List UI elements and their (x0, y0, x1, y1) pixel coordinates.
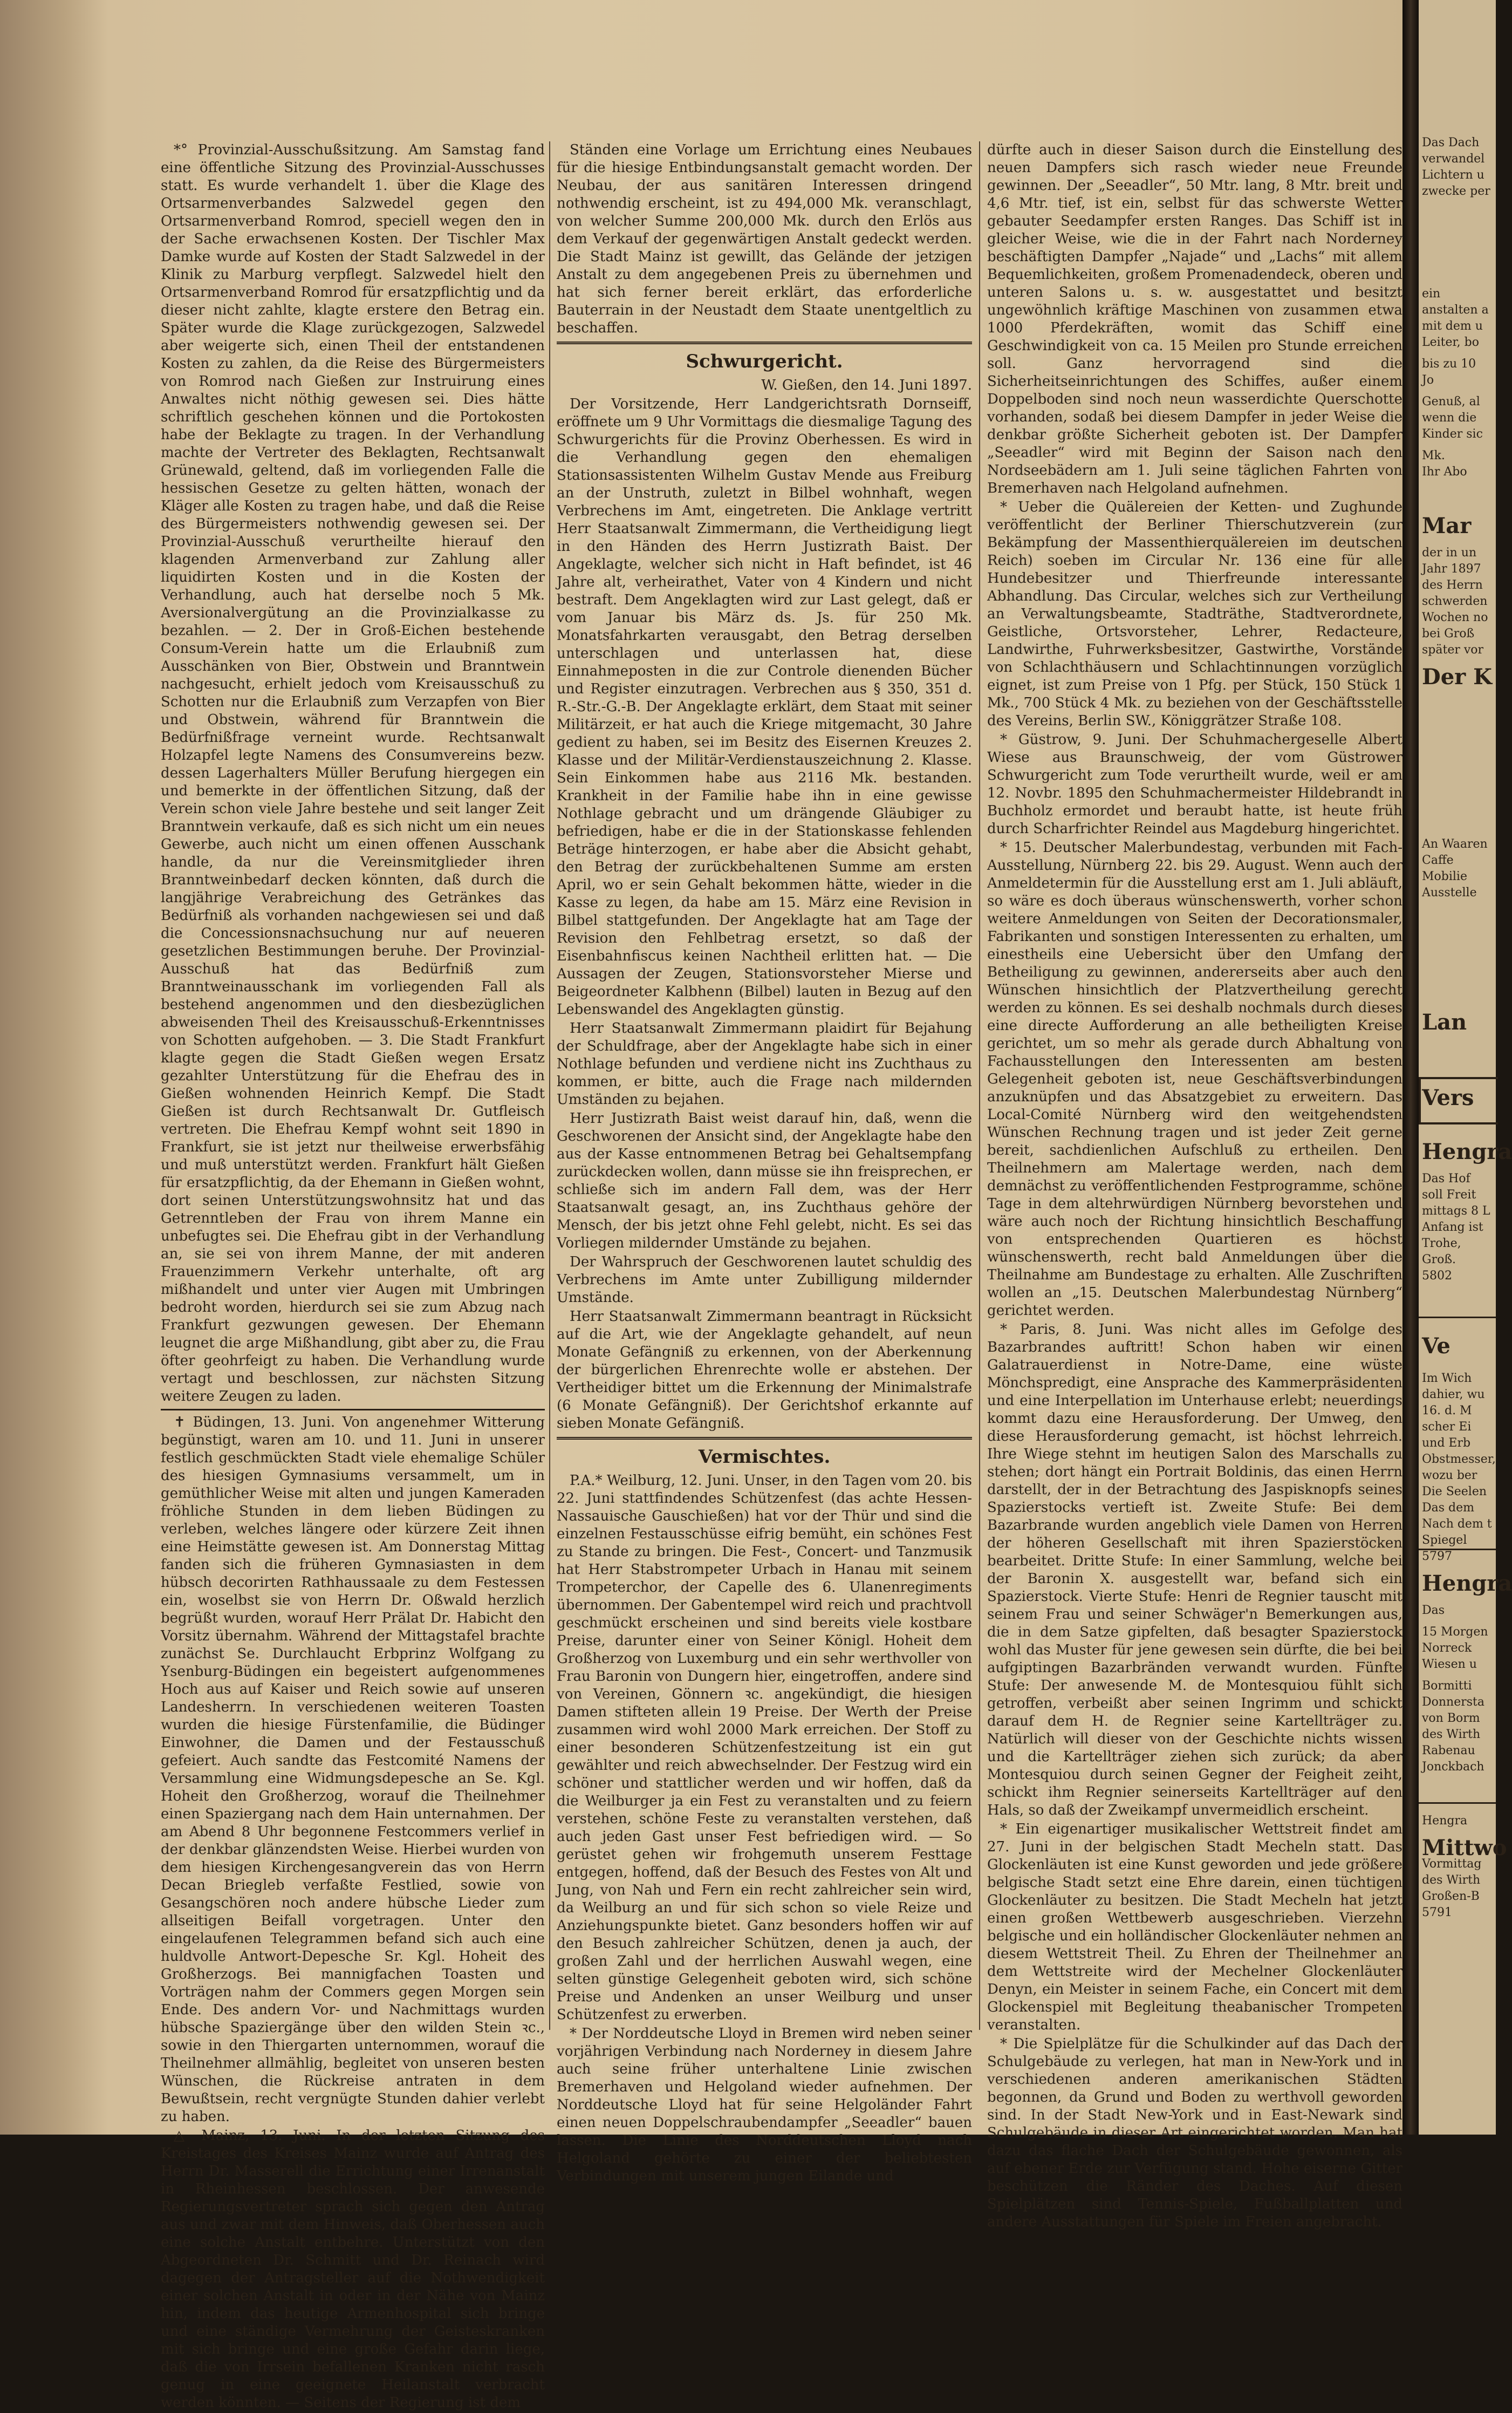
adjacent-page-text-fragment: Wochen no (1422, 611, 1488, 624)
article-mecheln: * Ein eigenartiger musikalischer Wettstreit findet am 27. Juni in der belgischen Stadt Mecheln statt. Das Glockenläuten ist eine Kunst geworden und jede größere belgische Stadt setzt eine Ehre darein, einen tüchtigen Glockenläuter zu besitzen. Die Stadt Mecheln hat jetzt einen großen Wettbewerb ausgeschrieben. Vierzehn belgische und ein holländischer Glockenläuter nehmen an diesem Wettstreit Theil. Zu Ehren der Theilnehmer an dem Wettstreite wird der Mechelner Glockenläuter Denyn, ein Meister in seinem Fache, ein Concert mit dem Glockenspiel mit Begleitung theabanischer Trompeten veranstalten. (987, 1821, 1402, 2033)
adjacent-page-text-fragment: der in un (1422, 546, 1477, 560)
page-spine-shadow (0, 0, 108, 2135)
misc-paragraph: P.A.* Weilburg, 12. Juni. Unser, in den Tagen vom 20. bis 22. Juni stattfindendes Schützenfest (das achte Hessen-Nassauische Gauschießen) hat vor der Thür und sind die einzelnen Festausschüsse eifrig bemüht, ein schönes Fest zu Stande zu bringen. Die Fest-, Concert- und Tanzmusik hat Herr Stabstrompeter Urbach in Hanau mit seinem Trompeterchor, der Capelle des 6. Ulanenregiments übernommen. Der Gabentempel wird reich und prachtvoll geschmückt erscheinen und sind bereits viele kostbare Preise, darunter einer von Seiner Königl. Hoheit dem Großherzog von Luxemburg und ein sehr werthvoller von Frau Baronin von Dungern hier, eingetroffen, andere sind von Vereinen, Gönnern ꝛc. angekündigt, die hiesigen Damen stifteten allein 19 Preise. Der Werth der Preise zusammen wird wohl 2000 Mark erreichen. Der Stoff zu einer besonderen Schützenfestzeitung ist ein gut gewählter und reich abwechselnder. Der Festzug wird ein schöner und stattlicher werden und wir hoffen, daß da die Weilburger ja ein Fest zu veranstalten und zu feiern verstehen, schöne Feste zu veranstalten verstehen, daß auch jeden Gast unser Fest befriedigen wird. — So gerüstet gehen wir frohgemuth unserem Festtage entgegen, hoffend, daß der Besuch des Festes von Alt und Jung, von Nah und Fern ein recht zahlreicher sein wird, da Weilburg an und für sich schon so viele Reize und Anziehungspunkte bietet. Ganz besonders hoffen wir auf den Besuch zahlreicher Schützen, denen ja auch, der großen Zahl und der herrlichen Auswahl wegen, eine selten günstige Gelegenheit geboten wird, sich schöne Preise und Andenken an unser Weilburg und unser Schützenfest zu erwerben. (557, 1473, 972, 2023)
ad-divider (1419, 1802, 1496, 1804)
adjacent-page-text-fragment: Das Dach (1422, 136, 1480, 149)
article-provinzial-ausschuss: *° Provinzial-Ausschußsitzung. Am Samstag fand eine öffentliche Sitzung des Provinzial-Ausschusses statt. Es wurde verhandelt 1. über die Klage des Ortsarmenverbandes Salzwedel gegen den Ortsarmenverband Romrod, speciell wegen den in der Sache erwachsenen Kosten. Der Tischler Max Damke wurde auf Kosten der Stadt Salzwedel in der Klinik zu Marburg verpflegt. Salzwedel hielt den Ortsarmenverband Romrod für ersatzpflichtig und da dieser nicht zahlte, klagte erstere den Betrag ein. Später wurde die Klage zurückgezogen, Salzwedel aber weigerte sich, einen Theil der entstandenen Kosten zu zahlen, da die Reise des Bürgermeisters von Romrod nach Gießen zur Instruirung eines Anwaltes nicht nöthig gewesen sei. Dies hätte schriftlich geschehen können und die Portokosten habe der Beklagte zu tragen. In der Verhandlung machte der Vertreter des Beklagten, Rechtsanwalt Grünewald, geltend, daß im vorliegenden Falle die hessischen Gesetze zu gelten hätten, wonach der Kläger alle Kosten zu tragen habe, und daß die Reise des Bürgermeisters nothwendig gewesen sei. Der Provinzial-Ausschuß verurtheilte hierauf den klagenden Armenverband zur Zahlung aller liquidirten Kosten und in die Kosten der Verhandlung, auch hat derselbe noch 5 Mk. Aversionalvergütung an die Provinzialkasse zu bezahlen. — 2. Der in Groß-Eichen bestehende Consum-Verein hatte um die Erlaubniß zum Ausschänken von Bier, Obstwein und Branntwein nachgesucht, erhielt jedoch vom Kreisausschuß zu Schotten nur die Erlaubniß zum Verzapfen von Bier und Obstwein, während für Branntwein die Bedürfnißfrage verneint wurde. Rechtsanwalt Holzapfel legte Namens des Consumvereins bezw. dessen Lagerhalters Müller Berufung hiergegen ein und bemerkte in der öffentlichen Sitzung, daß der Verein schon viele Jahre bestehe und seit langer Zeit Branntwein verkaufe, daß es sich nicht um ein neues Gewerbe, auch nicht um einen offenen Ausschank handle, da nur die Vereinsmitglieder ihren Branntweinbedarf decken könnten, daß durch die langjährige Verabreichung des Getränkes das Bedürfniß als vorhanden nachgewiesen sei und daß die Concessionsnachsuchung nur auf neueren gesetzlichen Bestimmungen beruhe. Der Provinzial-Ausschuß hat das Bedürfniß zum Branntweinausschank im vorliegenden Fall als bestehend angenommen und den diesbezüglichen abweisenden Theil des Kreisausschuß-Erkenntnisses von Schotten aufgehoben. — 3. Die Stadt Frankfurt klagte gegen die Stadt Gießen wegen Ersatz gezahlter Unterstützung für die Ehefrau des in Gießen wohnenden Heinrich Kempf. Die Stadt Gießen ist durch Rechtsanwalt Dr. Gutfleisch vertreten. Die Ehefrau Kempf wohnt seit 1890 in Frankfurt, sie ist jetzt nur theilweise erwerbsfähig und muß unterstützt werden. Frankfurt hält Gießen für ersatzpflichtig, da der Ehemann in Gießen wohnt, dort seinen Unterstützungswohnsitz hat und das Getrenntleben der Frau von ihrem Manne ein unbefugtes sei. Die Ehefrau gibt in der Verhandlung an, sie sei von ihrem Manne, der mit anderen Frauenzimmern Verkehr unterhalte, oft arg mißhandelt und unter vier Augen mit Umbringen bedroht worden, hierdurch sei sie zum Abzug nach Frankfurt gezwungen gewesen. Der Ehemann leugnet die arge Mißhandlung, gibt aber zu, die Frau öfter geohrfeigt zu haben. Die Verhandlung wurde vertagt und beschlossen, zur nächsten Sitzung weitere Zeugen zu laden. (161, 142, 545, 1405)
adjacent-page-text-fragment: 5797 (1422, 1550, 1452, 1563)
adjacent-page-text-fragment: anstalten a (1422, 303, 1489, 317)
adjacent-page-text-fragment: des Herrn (1422, 578, 1483, 592)
jury-paragraph: Der Vorsitzende, Herr Landgerichtsrath Dornseiff, eröffnete um 9 Uhr Vormittags die diesmalige Tagung des Schwurgerichts für die Provinz Oberhessen. Es wird in die Verhandlung gegen den ehemaligen Stationsassistenten Wilhelm Gustav Mende aus Freiburg an der Unstruth, zuletzt in Bilbel wohnhaft, wegen Verbrechens im Amt, eingetreten. Die Anklage vertritt Herr Staatsanwalt Zimmermann, die Vertheidigung liegt in den Händen des Herrn Justizrath Baist. Der Angeklagte, welcher sich nicht in Haft befindet, ist 46 Jahre alt, verheirathet, Vater von 4 Kindern und nicht bestraft. Dem Angeklagten wird zur Last gelegt, daß er vom Januar bis März ds. Js. für 250 Mk. Monatsfahrkarten verausgabt, den Betrag derselben unterschlagen und unterlassen hat, diese Einnahmeposten in die zur Controle dienenden Bücher und Register einzutragen. Verbrechen aus § 350, 351 d. R.-Str.-G.-B. Der Angeklagte erklärt, dem Staat mit seiner Militärzeit, er hat auch die Kriege mitgemacht, 30 Jahre gedient zu haben, sei im Besitz des Eisernen Kreuzes 2. Klasse und der Militär-Verdienstauszeichnung 2. Klasse. Sein Einkommen habe aus 2116 Mk. bestanden. Krankheit in der Familie habe ihn in eine gewisse Nothlage gebracht und um drängende Gläubiger zu befriedigen, habe er die in der Stationskasse fehlenden Beträge hinterzogen, er habe aber die Absicht gehabt, den Betrag der zurückbehaltenen Summe am ersten April, wo er sein Gehalt bekommen hätte, wieder in die Kasse zu legen, da habe am 15. März eine Revision in Bilbel stattgefunden. Der Angeklagte hat am Tage der Revision den Fehlbetrag ersetzt, so daß der Eisenbahnfiscus keinen Nachtheil erlitten hat. — Die Aussagen der Zeugen, Stationsvorsteher Mierse und Beigeordneter Kalbhenn (Bilbel) lauten in Bezug auf den Lebenswandel des Angeklagten günstig. (557, 396, 972, 1018)
adjacent-page-text-fragment: Wiesen u (1422, 1658, 1477, 1671)
ad-divider (1419, 1122, 1496, 1124)
adjacent-page-text-fragment: bei Groß (1422, 627, 1475, 640)
adjacent-page-text-fragment: Das Hof (1422, 1172, 1470, 1185)
article-kettenhunde: * Ueber die Quälereien der Ketten- und Zughunde veröffentlicht der Berliner Thierschutzverein (zur Bekämpfung der Massenthierquälereien im deutschen Reich) soeben im Circular Nr. 136 eine für alle Hundebesitzer und Thierfreunde interessante Abhandlung. Das Circular, welches sich zur Vertheilung an Verwaltungsbeamte, Stadträthe, Stadtverordnete, Geistliche, Ortsvorsteher, Lehrer, Redacteure, Landwirthe, Fuhrwerksbesitzer, Gastwirthe, Vorstände von Schlachthäusern und Schlachtinnungen vorzüglich eignet, ist zum Preise von 1 Pfg. per Stück, 150 Stück 1 Mk., 700 Stück 4 Mk. zu beziehen von der Geschäftsstelle des Vereins, Berlin SW., Königgrätzer Straße 108. (987, 499, 1402, 729)
book-gutter (1402, 0, 1419, 2135)
article-divider (161, 1409, 545, 1410)
adjacent-page-text-fragment: Vers (1422, 1085, 1474, 1110)
adjacent-page-text-fragment: dahier, wu (1422, 1388, 1485, 1401)
jury-paragraph: Herr Staatsanwalt Zimmermann beantragt in Rücksicht auf die Art, wie der Angeklagte gehandelt, auf neun Monate Gefängniß zu erkennen, von der Aberkennung der bürgerlichen Ehrenrechte wolle er abstehen. Der Vertheidiger bittet um die Erkennung der Minimalstrafe (6 Monate Gefängniß). Der Gerichtshof erkannte auf sieben Monate Gefängniß. (557, 1308, 972, 1432)
adjacent-page-text-fragment: von Borm (1422, 1712, 1480, 1725)
adjacent-page-text-fragment: Obstmesser, (1422, 1453, 1496, 1466)
adjacent-page-text-fragment: Hengra (1422, 1571, 1512, 1596)
adjacent-page-text-fragment: bis zu 10 (1422, 357, 1476, 371)
adjacent-page-text-fragment: zwecke per (1422, 185, 1490, 198)
adjacent-page-text-fragment: des Wirth (1422, 1728, 1481, 1741)
article-lloyd-continued: dürfte auch in dieser Saison durch die Einstellung des neuen Dampfers sich rasch wieder neue Freunde gewinnen. Der „Seeadler“, 50 Mtr. lang, 8 Mtr. breit und 4,6 Mtr. tief, ist ein, selbst für das schwerste Wetter gebauter Seedampfer ersten Ranges. Das Schiff ist in gleicher Weise, wie die in der Fahrt nach Norderney beschäftigten Dampfer „Najade“ und „Lachs“ mit allem Bequemlichkeiten, großem Promenadendeck, oberen und unteren Salons u. s. w. ausgestattet und besitzt ungewöhnlich kräftige Maschinen von zusammen etwa 1000 Pferdekräften, womit das Schiff eine Geschwindigkeit von ca. 15 Meilen pro Stunde erreichen soll. Ganz hervorragend sind die Sicherheitseinrichtungen des Schiffes, außer einem Doppelboden sind noch neun wasserdichte Querschotte vorhanden, sodaß bei diesem Dampfer in jeder Weise die denkbar größte Sicherheit geboten ist. Der Dampfer „Seeadler“ wird mit Beginn der Saison nach den Nordseebädern am 1. Juli seine täglichen Fahrten von Bremerhaven nach Helgoland aufnehmen. (987, 142, 1402, 496)
adjacent-page-text-fragment: Anfang ist (1422, 1221, 1483, 1234)
adjacent-page-text-fragment: Nach dem t (1422, 1517, 1492, 1531)
adjacent-page-text-fragment: wozu ber (1422, 1469, 1477, 1482)
adjacent-page-text-fragment: mittags 8 L (1422, 1204, 1490, 1218)
column-3 (987, 141, 1402, 2232)
jury-paragraph: Herr Staatsanwalt Zimmermann plaidirt für Bejahung der Schuldfrage, aber der Angeklagte habe sich in einer Nothlage befunden und verdiene nicht ins Zuchthaus zu kommen, er bitte, auch die Frage nach mildernden Umständen zu bejahen. (557, 1020, 972, 1108)
section-divider (557, 342, 972, 344)
adjacent-page-text-fragment: schwerden (1422, 595, 1488, 608)
adjacent-page-text-fragment: Das dem (1422, 1501, 1475, 1515)
dateline: W. Gießen, den 14. Juni 1897. (761, 377, 972, 393)
misc-paragraph: * Der Norddeutsche Lloyd in Bremen wird neben seiner vorjährigen Verbindung nach Norderney in diesem Jahre auch seine früher unterhaltene Linie zwischen Bremerhaven und Helgoland wieder aufnehmen. Der Norddeutsche Lloyd hat für seine Helgoländer Fahrt einen neuen Doppelschraubendampfer „Seeadler“ bauen lassen. Die Linie des Norddeutschen Lloyd nach Helgoland gehörte zu einer der beliebtesten Verbindungen mit unserem jungen Eilande und (557, 2026, 972, 2184)
adjacent-page-text-fragment: Ihr Abo (1422, 465, 1467, 479)
adjacent-page-text-fragment: Norreck (1422, 1641, 1472, 1655)
adjacent-page-text-fragment: Jonckbach (1422, 1760, 1484, 1774)
adjacent-page-text-fragment: Lichtern u (1422, 168, 1484, 182)
adjacent-page-text-fragment: Hengra (1422, 1139, 1512, 1164)
adjacent-page-text-fragment: und Erb (1422, 1436, 1471, 1450)
article-guestrow: * Güstrow, 9. Juni. Der Schuhmachergeselle Albert Wiese aus Braunschweig, der vom Güstrower Schwurgericht zum Tode verurtheilt wurde, weil er am 12. Novbr. 1895 den Schuhmachermeister Hildebrandt in Buchholz ermordet und beraubt hatte, ist heute früh durch Scharfrichter Reindel aus Magdeburg hingerichtet. (987, 732, 1402, 837)
article-mainz-continued: Ständen eine Vorlage um Errichtung eines Neubaues für die hiesige Entbindungsanstalt gemacht worden. Der Neubau, der aus sanitären Interessen dringend nothwendig erscheint, ist zu 494,000 Mk. veranschlagt, von welcher Summe 200,000 Mk. durch den Erlös aus dem Verkauf der gegenwärtigen Anstalt gedeckt werden. Die Stadt Mainz ist gewillt, das Gelände der jetzigen Anstalt zu dem angegebenen Preis zu übernehmen und hat sich ferner bereit erklärt, das erforderliche Bauterrain in der Neustadt dem Staate unentgeltlich zu beschaffen. (557, 142, 972, 336)
adjacent-page-text-fragment: Ve (1422, 1333, 1451, 1359)
article-paris: * Paris, 8. Juni. Was nicht alles im Gefolge des Bazarbrandes auftritt! Schon haben wir einen Galatrauerdienst in Notre-Dame, eine wüste Mönchspredigt, eine Ansprache des Kammerpräsidenten und eine Interpellation im Unterhause erlebt; neuerdings kommt dazu eine Herausforderung. Der Umweg, den diese Herausforderung gemacht, ist höchst lehrreich. Ihre Wiege stehnt im heutigen Salon des Marschalls zu stehen; dort hängt ein Portrait Boldinis, das einen Herrn darstellt, der in der Betrachtung des Jaspisknopfs seines Spazierstocks vertieft ist. Zweite Stufe: Bei dem Bazarbrande wurden angeblich viele Damen von Herren der höheren Gesellschaft mit ihren Spazierstöcken bearbeitet. Dritte Stufe: In einer Sammlung, welche bei der Baronin X. ausgestellt war, befand sich ein Spazierstock. Vierte Stufe: Henri de Regnier tauscht mit seinem Frau und seiner Schwäger'n Bemerkungen aus, die in dem Satze gipfelten, daß besagter Spazierstock wohl das Muster für jene gewesen sein dürfte, die bei bei aufgiptingen Bazarbränden verwandt wurden. Fünfte Stufe: Der anwesende M. de Montesquiou fühlt sich getroffen, verbeißt aber seinen Ingrimm und schickt darauf dem H. de Regnier seine Kartellträger zu. Natürlich will dieser von der Geschichte nichts wissen und die Kartellträger ziehen sich zurück; da aber Montesquiou durch seinen Gegner der Feigheit zeiht, schickt ihm Regnier seinerseits Kartellträger auf den Hals, so daß der Zweikampf unvermeidlich erscheint. (987, 1321, 1402, 1818)
adjacent-page-text-fragment: des Wirth (1422, 1873, 1481, 1887)
jury-paragraph: Der Wahrspruch der Geschworenen lautet schuldig des Verbrechens im Amte unter Zubilligung mildernder Umstände. (557, 1254, 972, 1306)
adjacent-page-text-fragment: Mobilie (1422, 870, 1467, 883)
adjacent-page-text-fragment: Kinder sic (1422, 427, 1483, 441)
adjacent-page-text-fragment: Ausstelle (1422, 886, 1477, 899)
adjacent-page-text-fragment: Vormittag (1422, 1857, 1482, 1871)
adjacent-page-text-fragment: Der K (1422, 664, 1492, 690)
adjacent-page-text-fragment: mit dem u (1422, 319, 1483, 333)
section-heading-vermischtes: Vermischtes. (698, 1446, 831, 1468)
adjacent-page-text-fragment: Hengra (1422, 1814, 1468, 1828)
adjacent-page-text-fragment: Trohe, (1422, 1237, 1461, 1250)
column-2 (557, 141, 972, 2186)
adjacent-page-text-fragment: Mittwo (1422, 1835, 1507, 1860)
adjacent-page-text-fragment: Rabenau (1422, 1744, 1475, 1757)
column-divider (979, 141, 980, 2030)
column-1 (161, 141, 545, 2413)
adjacent-page-text-fragment: Mar (1422, 513, 1472, 539)
jury-paragraph: Herr Justizrath Baist weist darauf hin, daß, wenn die Geschworenen der Ansicht sind, der Angeklagte habe den aus der Kasse entnommenen Betrag bei Gehaltsempfang zurückdecken wollen, dann müsse sie ihn freisprechen, er schließe sich im andern Fall dem, was der Herr Staatsanwalt gesagt, an, ins Zuchthaus gehöre der Mensch, der bis jetzt ohne Fehl gelebt, nicht. Es sei das Vorliegen mildernder Umstände zu bejahen. (557, 1110, 972, 1251)
adjacent-page-text-fragment: Jo (1422, 373, 1434, 387)
adjacent-page-text-fragment: soll Freit (1422, 1188, 1476, 1202)
section-heading-schwurgericht: Schwurgericht. (686, 351, 843, 372)
adjacent-page-text-fragment: Mk. (1422, 449, 1445, 462)
adjacent-page-text-fragment: verwandel (1422, 152, 1485, 166)
section-divider (557, 1437, 972, 1440)
article-malerbundestag: * 15. Deutscher Malerbundestag, verbunden mit Fach-Ausstellung, Nürnberg 22. bis 29. August. Wenn auch der Anmeldetermin für die Ausstellung erst am 1. Juli abläuft, so wäre es doch überaus wünschenswerth, vorher schon weitere Anmeldungen von Seiten der Decorationsmaler, Fabrikanten und sonstigen Interessenten zu erhalten, um einestheils eine Uebersicht über den Umfang der Betheiligung zu gewinnen, andererseits aber auch den Wünschen hinsichtlich der Platzvertheilung gerecht werden zu können. Es sei deshalb nochmals durch dieses eine directe Aufforderung an alle betheiligten Kreise gerichtet, um so mehr als gerade durch Abhaltung von Fachausstellungen den Interessenten am besten Gelegenheit geboten ist, neue Geschäftsverbindungen anzuknüpfen und das Absatzgebiet zu erweitern. Das Local-Comité Nürnberg wird den weitgehendsten Wünschen Rechnung tragen und ist jeder Zeit gerne bereit, sachdienlichen Aufschluß zu ertheilen. Den Theilnehmern am Malertage werden, nach dem demnächst zu veröffentlichenden Festprogramme, schöne Tage in dem altehrwürdigen Nürnberg bevorstehen und wäre auch noch der Richtung hinsichtlich Beschaffung von entsprechenden Quartieren es höchst wünschenswerth, recht bald Anmeldungen über die Theilnahme am Bundestage zu erhalten. Alle Zuschriften wollen an „15. Deutschen Malerbundestag Nürnberg“ gerichtet werden. (987, 840, 1402, 1319)
adjacent-page-text-fragment: 5802 (1422, 1269, 1452, 1283)
adjacent-page-text-fragment: Genuß, al (1422, 395, 1480, 408)
adjacent-page-text-fragment: Die Seelen (1422, 1485, 1487, 1498)
adjacent-page-text-fragment: Groß. (1422, 1253, 1456, 1266)
adjacent-page-edge (1419, 0, 1512, 2135)
adjacent-page-text-fragment: Das (1422, 1604, 1445, 1617)
adjacent-page-text-fragment: wenn die (1422, 411, 1477, 425)
adjacent-page-text-fragment: später vor (1422, 643, 1484, 657)
adjacent-page-text-fragment: Caffe (1422, 854, 1454, 867)
column-divider (549, 141, 550, 2030)
adjacent-page-text-fragment: 16. d. M (1422, 1404, 1472, 1417)
article-spielplaetze: * Die Spielplätze für die Schulkinder auf das Dach der Schulgebäude zu verlegen, hat man in New-York und in verschiedenen anderen amerikanischen Städten begonnen, da Grund und Boden zu werthvoll geworden sind. In der Stadt New-York und in East-Newark sind Schulgebäude in dieser Art eingerichtet worden. Man hat dazu das flache Dach der Schulgebäude gewonnen, als auf ebener Erde zur Verfügung stand. Hohe eiserne Gitter beschützen die Ränder des Daches. Auf diesen Spielplätzen sind Tennis-Spiele, Fußballplatten und andere Ausstattungen für Spiele im Freien angebracht. (987, 2036, 1402, 2230)
ad-divider (1419, 1317, 1496, 1318)
adjacent-page-text-fragment: Leiter, bo (1422, 336, 1479, 349)
article-mainz: △ Mainz, 13. Juni. In der letzten Sitzung des Kreistages des Kreises Mainz wurde auf Antrag des Herrn Dr. Masserell die Errichtung einer Irrenanstalt in Rheinhessen beschlossen. Der anwesende Regierungsvertreter sprach sich gegen den Antrag aus und zwar mit dem Hinweis, daß Oberhessen auch eine solche Anstalt entbehre. Unterstützt von den Abgeordneten Dr. Schmitt und Dr. Reinach wird dagegen der Antragsteller auf die Nothwendigkeit einer solchen Anstalt in oder in der Nähe von Mainz hin, indem das heutige Armenhospital sich bringe und eine ständige Vermehrung der Geisteskranken mit sich bringe und eine große Gefahr darin liege, daß die von Irrsein befallenen Kranken nicht rasch genug in eine geeignete Heilanstalt verbracht werden könnten. — Seitens der Regierung ist dem (161, 2128, 545, 2411)
adjacent-page-text-fragment: Jahr 1897 (1422, 562, 1481, 576)
adjacent-page-text-fragment: 15 Morgen (1422, 1625, 1488, 1639)
adjacent-page-text-fragment: scher Ei (1422, 1420, 1472, 1434)
adjacent-page-text-fragment: Donnersta (1422, 1695, 1485, 1709)
adjacent-page-text-fragment: Spiegel (1422, 1533, 1467, 1547)
adjacent-page-text-fragment: An Waaren (1422, 837, 1488, 851)
adjacent-page-text-fragment: Großen-B (1422, 1890, 1480, 1903)
adjacent-page-text-fragment: Lan (1422, 1010, 1467, 1035)
adjacent-page-text-fragment: 5791 (1422, 1906, 1452, 1919)
article-buedingen: ✝ Büdingen, 13. Juni. Von angenehmer Witterung begünstigt, waren am 10. und 11. Juni in unserer festlich geschmückten Stadt viele ehemalige Schüler des hiesigen Gymnasiums versammelt, um in gemüthlicher Weise mit alten und jungen Kameraden fröhliche Stunden in dem lieben Büdingen zu verleben, welches längere oder kürzere Zeit ihnen eine Heimstätte gewesen ist. Am Donnerstag Mittag fanden sich die früheren Gymnasiasten in dem hübsch decorirten Rathhaussaale zu dem Festessen ein, woselbst sie von Herrn Dr. Oßwald herzlich begrüßt wurden, worauf Herr Prälat Dr. Habicht den Vorsitz übernahm. Während der Mittagstafel brachte zunächst Se. Durchlaucht Erbprinz Wolfgang zu Ysenburg-Büdingen ein begeistert aufgenommenes Hoch aus auf Kaiser und Reich sowie auf unseren Landesherrn. In verschiedenen weiteren Toasten wurden die hiesige Fürstenfamilie, die Büdinger Einwohner, die Damen und der Festausschuß gefeiert. Auch sandte das Festcomité Namens der Versammlung eine Widmungsdepesche an Se. Kgl. Hoheit den Großherzog, worauf die Theilnehmer einen Spaziergang nach dem Hain unternahmen. Der am Abend 8 Uhr begonnene Festcommers verlief in der denkbar glänzendsten Weise. Hierbei wurden von dem hiesigen Kirchengesangverein das von Herrn Decan Briegleb verfaßte Festlied, sowie von Gesangschören noch andere hübsche Lieder zum allseitigen Beifall vorgetragen. Unter den eingelaufenen Telegrammen befand sich auch eine huldvolle Antwort-Depesche Sr. Kgl. Hoheit des Großherzogs. Bei mannigfachen Toasten und Vorträgen nahm der Commers gegen Morgen sein Ende. Des andern Vor- und Nachmittags wurden hübsche Spaziergänge über den wilden Stein ꝛc., sowie in den Thiergarten unternommen, worauf die Theilnehmer allmählig, begleitet von unseren besten Wünschen, die Rückreise antraten in dem Bewußtsein, recht vergnügte Stunden dahier verlebt zu haben. (161, 1414, 545, 2125)
adjacent-page-text-fragment: Bormitti (1422, 1679, 1472, 1693)
adjacent-page-text-fragment: Im Wich (1422, 1372, 1472, 1385)
adjacent-page-text-fragment: ein (1422, 287, 1441, 301)
